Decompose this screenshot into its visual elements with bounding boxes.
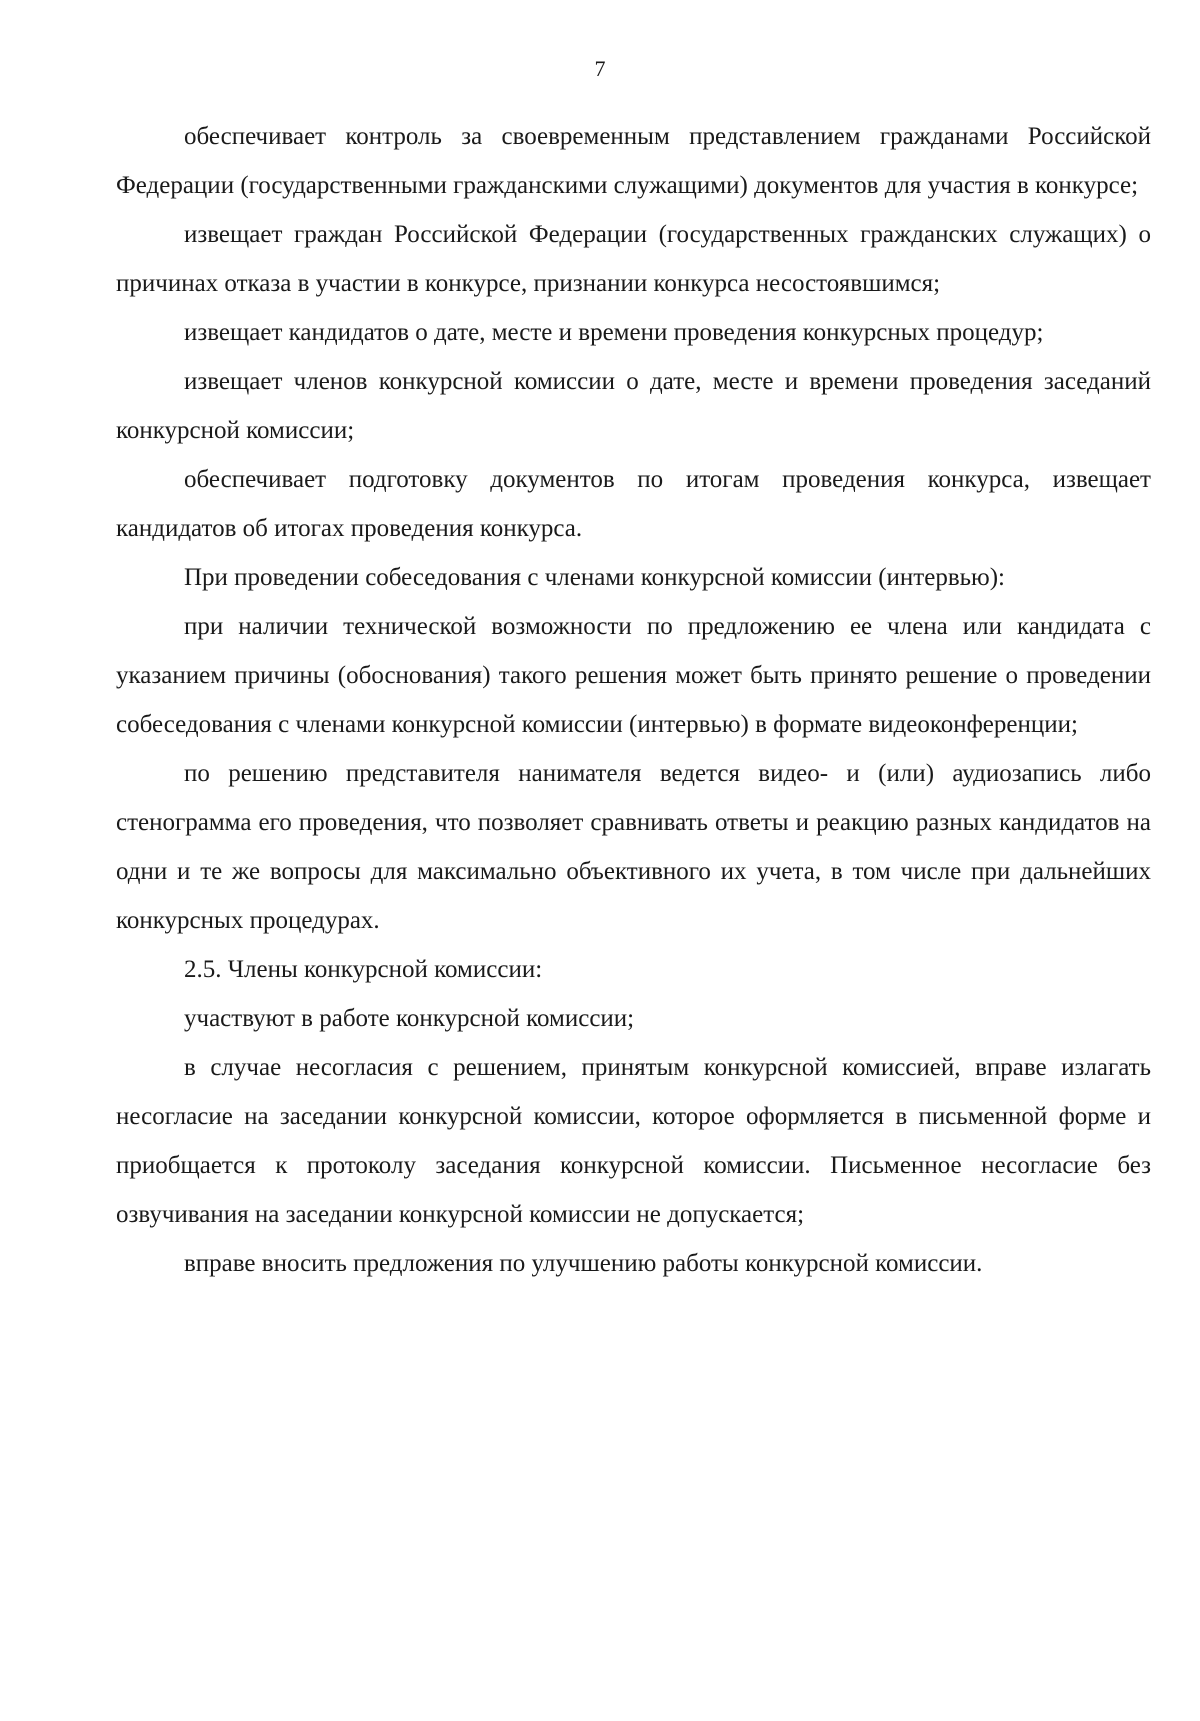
section-2-5-heading: 2.5. Члены конкурсной комиссии: (184, 956, 543, 983)
paragraph-notify-candidates-procedures: извещает кандидатов о дате, месте и времени проведения конкурсных процедур; (184, 319, 1044, 346)
paragraph-notify-commission-members: извещает членов конкурсной комиссии о дате, месте и времени проведения заседаний конкурсной комиссии; (116, 368, 1151, 444)
paragraph-notify-refusal: извещает граждан Российской Федерации (государственных гражданских служащих) о причинах отказа в участии в конкурсе, признании конкурса несостоявшимся; (116, 221, 1151, 297)
page-number: 7 (594, 56, 606, 81)
paragraph-proposals: вправе вносить предложения по улучшению работы конкурсной комиссии. (184, 1250, 983, 1277)
paragraph-participate: участвуют в работе конкурсной комиссии; (184, 1005, 635, 1032)
paragraph-prepare-results: обеспечивает подготовку документов по итогам проведения конкурса, извещает кандидатов об итогах проведения конкурса. (116, 466, 1151, 542)
paragraph-disagreement: в случае несогласия с решением, принятым конкурсной комиссией, вправе излагать несогласие на заседании конкурсной комиссии, которое оформляется в письменной форме и приобщается к протоколу заседания конкурсной комиссии. Письменное несогласие без озвучивания на заседании конкурсной комиссии не допускается; (116, 1054, 1151, 1228)
paragraph-recording: по решению представителя нанимателя ведется видео- и (или) аудиозапись либо стенограмма его проведения, что позволяет сравнивать ответы и реакцию разных кандидатов на одни и те же вопросы для максимально объективного их учета, в том числе при дальнейших конкурсных процедурах. (116, 760, 1151, 934)
paragraph-interview-heading: При проведении собеседования с членами конкурсной комиссии (интервью): (184, 564, 1005, 591)
paragraph-videoconference: при наличии технической возможности по предложению ее члена или кандидата с указанием причины (обоснования) такого решения может быть принято решение о проведении собеседования с членами конкурсной комиссии (интервью) в формате видеоконференции; (116, 613, 1151, 738)
document-body (116, 112, 1151, 1288)
paragraph-duty-control-documents: обеспечивает контроль за своевременным представлением гражданами Российской Федерации (государственными гражданскими служащими) документов для участия в конкурсе; (116, 123, 1151, 199)
